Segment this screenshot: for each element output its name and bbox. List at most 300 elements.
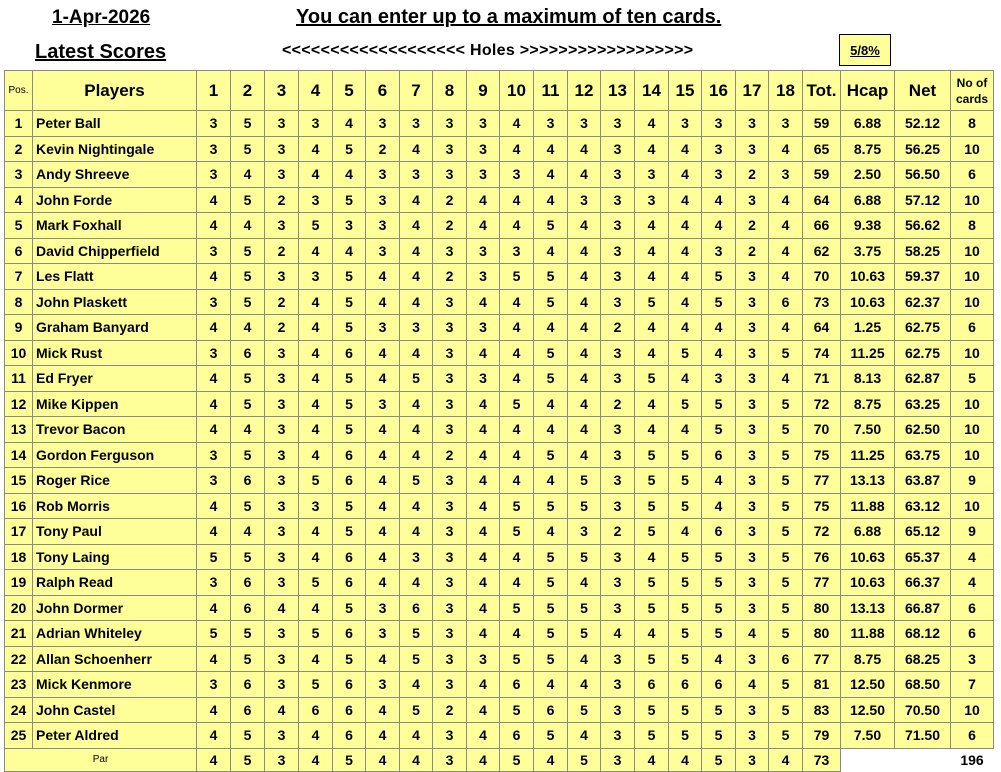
hole-score-cell[interactable]: 4 — [568, 366, 601, 392]
hole-score-cell[interactable]: 4 — [635, 238, 669, 264]
total-cell[interactable]: 66 — [803, 213, 841, 239]
pos-cell[interactable]: 10 — [5, 340, 33, 366]
hole-score-cell[interactable]: 5 — [769, 417, 803, 443]
hole-score-cell[interactable]: 2 — [265, 238, 299, 264]
hole-score-cell[interactable]: 3 — [467, 366, 500, 392]
hole-score-cell[interactable]: 6 — [333, 340, 366, 366]
hole-score-cell[interactable]: 4 — [467, 391, 500, 417]
hole-score-cell[interactable]: 6 — [231, 697, 265, 723]
hole-score-cell[interactable]: 3 — [736, 570, 769, 596]
hole-score-cell[interactable]: 6 — [333, 544, 366, 570]
hole-score-cell[interactable]: 4 — [500, 442, 534, 468]
hole-score-cell[interactable]: 3 — [601, 213, 635, 239]
hole-score-cell[interactable]: 3 — [400, 162, 433, 188]
hole-score-cell[interactable]: 5 — [702, 570, 736, 596]
hole-score-cell[interactable]: 4 — [197, 391, 231, 417]
hole-score-cell[interactable]: 5 — [669, 621, 702, 647]
hcap-cell[interactable]: 6.88 — [841, 187, 895, 213]
player-name-cell[interactable]: Tony Paul — [33, 519, 197, 545]
hole-score-cell[interactable]: 3 — [568, 519, 601, 545]
hole-score-cell[interactable]: 3 — [299, 264, 333, 290]
hole-score-cell[interactable]: 5 — [669, 646, 702, 672]
hole-score-cell[interactable]: 5 — [769, 493, 803, 519]
net-cell[interactable]: 68.25 — [895, 646, 951, 672]
hole-score-cell[interactable]: 3 — [601, 340, 635, 366]
hole-score-cell[interactable]: 3 — [601, 417, 635, 443]
hole-score-cell[interactable]: 4 — [299, 544, 333, 570]
hole-score-cell[interactable]: 3 — [265, 621, 299, 647]
hole-score-cell[interactable]: 5 — [534, 289, 568, 315]
hole-score-cell[interactable]: 3 — [366, 238, 400, 264]
hole-score-cell[interactable]: 3 — [433, 136, 467, 162]
hole-score-cell[interactable]: 5 — [500, 264, 534, 290]
hole-score-cell[interactable]: 4 — [534, 187, 568, 213]
hole-score-cell[interactable]: 4 — [500, 111, 534, 137]
hole-score-cell[interactable]: 4 — [635, 544, 669, 570]
hole-score-cell[interactable]: 5 — [769, 544, 803, 570]
hole-score-cell[interactable]: 4 — [568, 442, 601, 468]
cards-cell[interactable]: 10 — [951, 238, 994, 264]
hole-score-cell[interactable]: 3 — [265, 136, 299, 162]
hole-score-cell[interactable]: 6 — [333, 570, 366, 596]
hole-score-cell[interactable]: 4 — [534, 238, 568, 264]
cards-cell[interactable]: 10 — [951, 442, 994, 468]
hole-score-cell[interactable]: 5 — [400, 697, 433, 723]
hole-score-cell[interactable]: 4 — [299, 391, 333, 417]
hcap-cell[interactable]: 10.63 — [841, 264, 895, 290]
hole-score-cell[interactable]: 5 — [231, 289, 265, 315]
hole-score-cell[interactable]: 5 — [635, 697, 669, 723]
hole-score-cell[interactable]: 4 — [366, 468, 400, 494]
total-cell[interactable]: 83 — [803, 697, 841, 723]
hole-score-cell[interactable]: 2 — [265, 289, 299, 315]
hole-score-cell[interactable]: 4 — [534, 136, 568, 162]
hole-score-cell[interactable]: 5 — [635, 289, 669, 315]
net-cell[interactable]: 68.12 — [895, 621, 951, 647]
hole-score-cell[interactable]: 3 — [433, 519, 467, 545]
hole-score-cell[interactable]: 4 — [197, 264, 231, 290]
hole-score-cell[interactable]: 4 — [400, 340, 433, 366]
player-name-cell[interactable]: Les Flatt — [33, 264, 197, 290]
hole-score-cell[interactable]: 4 — [467, 595, 500, 621]
hole-score-cell[interactable]: 3 — [197, 238, 231, 264]
hole-score-cell[interactable]: 4 — [500, 366, 534, 392]
hole-score-cell[interactable]: 4 — [231, 417, 265, 443]
hole-score-cell[interactable]: 5 — [400, 621, 433, 647]
hole-score-cell[interactable]: 5 — [769, 391, 803, 417]
hole-score-cell[interactable]: 4 — [568, 723, 601, 749]
hole-score-cell[interactable]: 5 — [534, 544, 568, 570]
hole-score-cell[interactable]: 4 — [669, 187, 702, 213]
total-cell[interactable]: 73 — [803, 289, 841, 315]
hole-score-cell[interactable]: 4 — [702, 646, 736, 672]
hole-score-cell[interactable]: 4 — [231, 519, 265, 545]
hole-score-cell[interactable]: 6 — [702, 519, 736, 545]
hole-score-cell[interactable]: 3 — [400, 111, 433, 137]
hole-score-cell[interactable]: 4 — [568, 289, 601, 315]
hole-score-cell[interactable]: 3 — [265, 519, 299, 545]
hole-score-cell[interactable]: 5 — [702, 289, 736, 315]
hole-score-cell[interactable]: 2 — [601, 315, 635, 341]
hole-score-cell[interactable]: 5 — [299, 621, 333, 647]
hole-score-cell[interactable]: 6 — [333, 672, 366, 698]
hole-score-cell[interactable]: 3 — [601, 697, 635, 723]
hole-score-cell[interactable]: 3 — [433, 340, 467, 366]
hole-score-cell[interactable]: 3 — [433, 238, 467, 264]
hole-score-cell[interactable]: 4 — [500, 544, 534, 570]
column-header-hole-18[interactable]: 18 — [769, 71, 803, 111]
net-cell[interactable]: 65.37 — [895, 544, 951, 570]
cards-cell[interactable]: 6 — [951, 315, 994, 341]
hole-score-cell[interactable]: 4 — [500, 187, 534, 213]
hole-score-cell[interactable]: 2 — [736, 238, 769, 264]
hole-score-cell[interactable]: 4 — [702, 468, 736, 494]
hole-score-cell[interactable]: 4 — [568, 315, 601, 341]
hole-score-cell[interactable]: 3 — [265, 723, 299, 749]
hcap-cell[interactable]: 8.13 — [841, 366, 895, 392]
hole-score-cell[interactable]: 4 — [400, 187, 433, 213]
hole-score-cell[interactable]: 3 — [265, 162, 299, 188]
hole-score-cell[interactable]: 4 — [197, 366, 231, 392]
cards-cell[interactable]: 6 — [951, 162, 994, 188]
hole-score-cell[interactable]: 5 — [702, 697, 736, 723]
hcap-cell[interactable]: 11.25 — [841, 340, 895, 366]
hole-score-cell[interactable]: 3 — [433, 468, 467, 494]
hole-score-cell[interactable]: 4 — [669, 136, 702, 162]
hole-score-cell[interactable]: 5 — [333, 595, 366, 621]
hole-score-cell[interactable]: 5 — [669, 697, 702, 723]
hole-score-cell[interactable]: 3 — [197, 442, 231, 468]
hole-score-cell[interactable]: 4 — [568, 213, 601, 239]
hole-score-cell[interactable]: 4 — [400, 238, 433, 264]
hole-score-cell[interactable]: 5 — [500, 493, 534, 519]
net-cell[interactable]: 58.25 — [895, 238, 951, 264]
hole-score-cell[interactable]: 3 — [500, 162, 534, 188]
hole-score-cell[interactable]: 4 — [366, 264, 400, 290]
hole-score-cell[interactable]: 5 — [231, 723, 265, 749]
hole-score-cell[interactable]: 5 — [769, 697, 803, 723]
player-name-cell[interactable]: John Dormer — [33, 595, 197, 621]
cards-cell[interactable]: 10 — [951, 493, 994, 519]
hole-score-cell[interactable]: 4 — [500, 570, 534, 596]
hole-score-cell[interactable]: 4 — [197, 493, 231, 519]
hole-score-cell[interactable]: 5 — [231, 264, 265, 290]
hole-score-cell[interactable]: 4 — [197, 519, 231, 545]
hole-score-cell[interactable]: 5 — [500, 646, 534, 672]
column-header-total[interactable]: Tot. — [803, 71, 841, 111]
hcap-cell[interactable]: 3.75 — [841, 238, 895, 264]
total-cell[interactable]: 75 — [803, 493, 841, 519]
hole-score-cell[interactable]: 4 — [299, 366, 333, 392]
hole-score-cell[interactable]: 3 — [601, 238, 635, 264]
hole-score-cell[interactable]: 5 — [669, 442, 702, 468]
hole-score-cell[interactable]: 4 — [500, 621, 534, 647]
net-cell[interactable]: 52.12 — [895, 111, 951, 137]
hole-score-cell[interactable]: 6 — [231, 570, 265, 596]
hole-score-cell[interactable]: 3 — [769, 111, 803, 137]
hole-score-cell[interactable]: 4 — [669, 366, 702, 392]
hole-score-cell[interactable]: 5 — [669, 340, 702, 366]
hole-score-cell[interactable]: 2 — [601, 391, 635, 417]
hole-score-cell[interactable]: 6 — [500, 672, 534, 698]
hole-score-cell[interactable]: 4 — [400, 264, 433, 290]
hole-score-cell[interactable]: 3 — [197, 570, 231, 596]
hole-score-cell[interactable]: 5 — [534, 366, 568, 392]
hole-score-cell[interactable]: 3 — [601, 187, 635, 213]
hole-score-cell[interactable]: 4 — [534, 315, 568, 341]
hole-score-cell[interactable]: 3 — [601, 468, 635, 494]
hole-score-cell[interactable]: 3 — [601, 162, 635, 188]
hcap-cell[interactable]: 9.38 — [841, 213, 895, 239]
hole-score-cell[interactable]: 6 — [231, 595, 265, 621]
hole-score-cell[interactable]: 4 — [400, 723, 433, 749]
pos-cell[interactable]: 23 — [5, 672, 33, 698]
hole-score-cell[interactable]: 5 — [231, 111, 265, 137]
pos-cell[interactable]: 9 — [5, 315, 33, 341]
column-header-hole-6[interactable]: 6 — [366, 71, 400, 111]
net-cell[interactable]: 62.75 — [895, 315, 951, 341]
column-header-hole-16[interactable]: 16 — [702, 71, 736, 111]
net-cell[interactable]: 63.87 — [895, 468, 951, 494]
cards-cell[interactable]: 3 — [951, 646, 994, 672]
hole-score-cell[interactable]: 4 — [400, 391, 433, 417]
hole-score-cell[interactable]: 5 — [333, 315, 366, 341]
hole-score-cell[interactable]: 3 — [433, 289, 467, 315]
hole-score-cell[interactable]: 3 — [400, 315, 433, 341]
hole-score-cell[interactable]: 5 — [568, 621, 601, 647]
total-cell[interactable]: 75 — [803, 442, 841, 468]
hole-score-cell[interactable]: 4 — [669, 238, 702, 264]
hole-score-cell[interactable]: 5 — [534, 595, 568, 621]
hole-score-cell[interactable]: 4 — [635, 417, 669, 443]
hole-score-cell[interactable]: 4 — [568, 417, 601, 443]
hcap-cell[interactable]: 10.63 — [841, 570, 895, 596]
hole-score-cell[interactable]: 6 — [669, 672, 702, 698]
pos-cell[interactable]: 25 — [5, 723, 33, 749]
hole-score-cell[interactable]: 5 — [500, 595, 534, 621]
hcap-cell[interactable]: 8.75 — [841, 391, 895, 417]
hole-score-cell[interactable]: 4 — [669, 519, 702, 545]
hole-score-cell[interactable]: 3 — [433, 493, 467, 519]
hole-score-cell[interactable]: 3 — [635, 187, 669, 213]
hole-score-cell[interactable]: 5 — [333, 366, 366, 392]
total-cell[interactable]: 70 — [803, 417, 841, 443]
net-cell[interactable]: 63.12 — [895, 493, 951, 519]
hcap-cell[interactable]: 2.50 — [841, 162, 895, 188]
hole-score-cell[interactable]: 3 — [197, 136, 231, 162]
hole-score-cell[interactable]: 4 — [467, 544, 500, 570]
total-cell[interactable]: 81 — [803, 672, 841, 698]
pos-cell[interactable]: 17 — [5, 519, 33, 545]
hole-score-cell[interactable]: 4 — [769, 315, 803, 341]
hole-score-cell[interactable]: 4 — [500, 340, 534, 366]
hole-score-cell[interactable]: 5 — [231, 238, 265, 264]
hole-score-cell[interactable]: 3 — [601, 442, 635, 468]
hole-score-cell[interactable]: 4 — [467, 621, 500, 647]
column-header-hole-9[interactable]: 9 — [467, 71, 500, 111]
pos-cell[interactable]: 1 — [5, 111, 33, 137]
hole-score-cell[interactable]: 5 — [231, 136, 265, 162]
net-cell[interactable]: 62.37 — [895, 289, 951, 315]
hole-score-cell[interactable]: 5 — [231, 366, 265, 392]
column-header-hole-1[interactable]: 1 — [197, 71, 231, 111]
hole-score-cell[interactable]: 5 — [231, 646, 265, 672]
hole-score-cell[interactable]: 5 — [534, 442, 568, 468]
hole-score-cell[interactable]: 4 — [299, 646, 333, 672]
hole-score-cell[interactable]: 5 — [669, 468, 702, 494]
player-name-cell[interactable]: Peter Ball — [33, 111, 197, 137]
cards-cell[interactable]: 4 — [951, 570, 994, 596]
column-header-hole-13[interactable]: 13 — [601, 71, 635, 111]
hole-score-cell[interactable]: 4 — [568, 136, 601, 162]
column-header-pos[interactable]: Pos. — [5, 71, 33, 111]
cards-cell[interactable]: 6 — [951, 595, 994, 621]
player-name-cell[interactable]: Adrian Whiteley — [33, 621, 197, 647]
hole-score-cell[interactable]: 5 — [769, 723, 803, 749]
hole-score-cell[interactable]: 6 — [231, 340, 265, 366]
hole-score-cell[interactable]: 5 — [333, 187, 366, 213]
total-cell[interactable]: 64 — [803, 187, 841, 213]
player-name-cell[interactable]: Mick Kenmore — [33, 672, 197, 698]
hole-score-cell[interactable]: 4 — [467, 519, 500, 545]
hole-score-cell[interactable]: 2 — [265, 315, 299, 341]
net-cell[interactable]: 63.25 — [895, 391, 951, 417]
hole-score-cell[interactable]: 5 — [400, 366, 433, 392]
hole-score-cell[interactable]: 4 — [568, 264, 601, 290]
net-cell[interactable]: 56.25 — [895, 136, 951, 162]
net-cell[interactable]: 66.37 — [895, 570, 951, 596]
hole-score-cell[interactable]: 5 — [231, 493, 265, 519]
cards-cell[interactable]: 8 — [951, 213, 994, 239]
hole-score-cell[interactable]: 5 — [635, 646, 669, 672]
hole-score-cell[interactable]: 4 — [467, 570, 500, 596]
hole-score-cell[interactable]: 3 — [366, 621, 400, 647]
hole-score-cell[interactable]: 5 — [333, 391, 366, 417]
hole-score-cell[interactable]: 5 — [702, 417, 736, 443]
hole-score-cell[interactable]: 3 — [265, 340, 299, 366]
hole-score-cell[interactable]: 3 — [702, 111, 736, 137]
hole-score-cell[interactable]: 4 — [534, 162, 568, 188]
cards-cell[interactable]: 4 — [951, 544, 994, 570]
hole-score-cell[interactable]: 4 — [197, 595, 231, 621]
hole-score-cell[interactable]: 5 — [769, 570, 803, 596]
hole-score-cell[interactable]: 3 — [467, 111, 500, 137]
player-name-cell[interactable]: Rob Morris — [33, 493, 197, 519]
hole-score-cell[interactable]: 4 — [702, 187, 736, 213]
hole-score-cell[interactable]: 4 — [366, 442, 400, 468]
hole-score-cell[interactable]: 4 — [500, 468, 534, 494]
hole-score-cell[interactable]: 3 — [433, 162, 467, 188]
cards-cell[interactable]: 8 — [951, 111, 994, 137]
hole-score-cell[interactable]: 6 — [333, 697, 366, 723]
hole-score-cell[interactable]: 5 — [769, 442, 803, 468]
hole-score-cell[interactable]: 5 — [702, 544, 736, 570]
hcap-cell[interactable]: 1.25 — [841, 315, 895, 341]
hole-score-cell[interactable]: 3 — [736, 544, 769, 570]
hole-score-cell[interactable]: 5 — [635, 570, 669, 596]
hole-score-cell[interactable]: 2 — [366, 136, 400, 162]
hole-score-cell[interactable]: 5 — [534, 646, 568, 672]
hole-score-cell[interactable]: 4 — [635, 213, 669, 239]
hole-score-cell[interactable]: 6 — [769, 646, 803, 672]
hole-score-cell[interactable]: 4 — [366, 646, 400, 672]
hole-score-cell[interactable]: 4 — [333, 111, 366, 137]
pos-cell[interactable]: 24 — [5, 697, 33, 723]
hole-score-cell[interactable]: 4 — [467, 417, 500, 443]
hole-score-cell[interactable]: 4 — [366, 340, 400, 366]
hole-score-cell[interactable]: 5 — [534, 340, 568, 366]
hole-score-cell[interactable]: 5 — [534, 723, 568, 749]
player-name-cell[interactable]: Trevor Bacon — [33, 417, 197, 443]
hole-score-cell[interactable]: 4 — [366, 289, 400, 315]
hole-score-cell[interactable]: 3 — [467, 162, 500, 188]
hole-score-cell[interactable]: 4 — [635, 340, 669, 366]
hole-score-cell[interactable]: 6 — [702, 672, 736, 698]
hole-score-cell[interactable]: 3 — [669, 111, 702, 137]
hole-score-cell[interactable]: 4 — [669, 315, 702, 341]
hole-score-cell[interactable]: 3 — [299, 111, 333, 137]
hole-score-cell[interactable]: 3 — [197, 111, 231, 137]
net-cell[interactable]: 57.12 — [895, 187, 951, 213]
hole-score-cell[interactable]: 5 — [769, 621, 803, 647]
hole-score-cell[interactable]: 3 — [467, 646, 500, 672]
hole-score-cell[interactable]: 4 — [669, 264, 702, 290]
hole-score-cell[interactable]: 4 — [299, 442, 333, 468]
hole-score-cell[interactable]: 5 — [568, 697, 601, 723]
total-cell[interactable]: 77 — [803, 646, 841, 672]
hcap-cell[interactable]: 11.25 — [841, 442, 895, 468]
pos-cell[interactable]: 18 — [5, 544, 33, 570]
column-header-hole-11[interactable]: 11 — [534, 71, 568, 111]
hole-score-cell[interactable]: 4 — [635, 391, 669, 417]
hole-score-cell[interactable]: 5 — [500, 391, 534, 417]
hole-score-cell[interactable]: 3 — [467, 264, 500, 290]
hole-score-cell[interactable]: 5 — [333, 519, 366, 545]
net-cell[interactable]: 56.50 — [895, 162, 951, 188]
column-header-hole-15[interactable]: 15 — [669, 71, 702, 111]
column-header-hole-8[interactable]: 8 — [433, 71, 467, 111]
hole-score-cell[interactable]: 3 — [433, 315, 467, 341]
hole-score-cell[interactable]: 3 — [197, 289, 231, 315]
column-header-hole-2[interactable]: 2 — [231, 71, 265, 111]
hole-score-cell[interactable]: 3 — [333, 213, 366, 239]
hole-score-cell[interactable]: 4 — [635, 315, 669, 341]
net-cell[interactable]: 62.87 — [895, 366, 951, 392]
hole-score-cell[interactable]: 3 — [433, 391, 467, 417]
total-cell[interactable]: 59 — [803, 111, 841, 137]
hole-score-cell[interactable]: 4 — [400, 570, 433, 596]
hole-score-cell[interactable]: 5 — [635, 366, 669, 392]
pos-cell[interactable]: 5 — [5, 213, 33, 239]
hole-score-cell[interactable]: 4 — [534, 391, 568, 417]
hole-score-cell[interactable]: 3 — [366, 672, 400, 698]
hole-score-cell[interactable]: 3 — [265, 544, 299, 570]
hole-score-cell[interactable]: 4 — [197, 187, 231, 213]
total-cell[interactable]: 71 — [803, 366, 841, 392]
hole-score-cell[interactable]: 5 — [769, 595, 803, 621]
hole-score-cell[interactable]: 6 — [702, 442, 736, 468]
hole-score-cell[interactable]: 4 — [197, 417, 231, 443]
cards-cell[interactable]: 10 — [951, 340, 994, 366]
hole-score-cell[interactable]: 4 — [366, 366, 400, 392]
hole-score-cell[interactable]: 3 — [736, 442, 769, 468]
pos-cell[interactable]: 4 — [5, 187, 33, 213]
net-cell[interactable]: 66.87 — [895, 595, 951, 621]
column-header-net[interactable]: Net — [895, 71, 951, 111]
hole-score-cell[interactable]: 5 — [333, 289, 366, 315]
hole-score-cell[interactable]: 4 — [702, 213, 736, 239]
hole-score-cell[interactable]: 3 — [736, 264, 769, 290]
